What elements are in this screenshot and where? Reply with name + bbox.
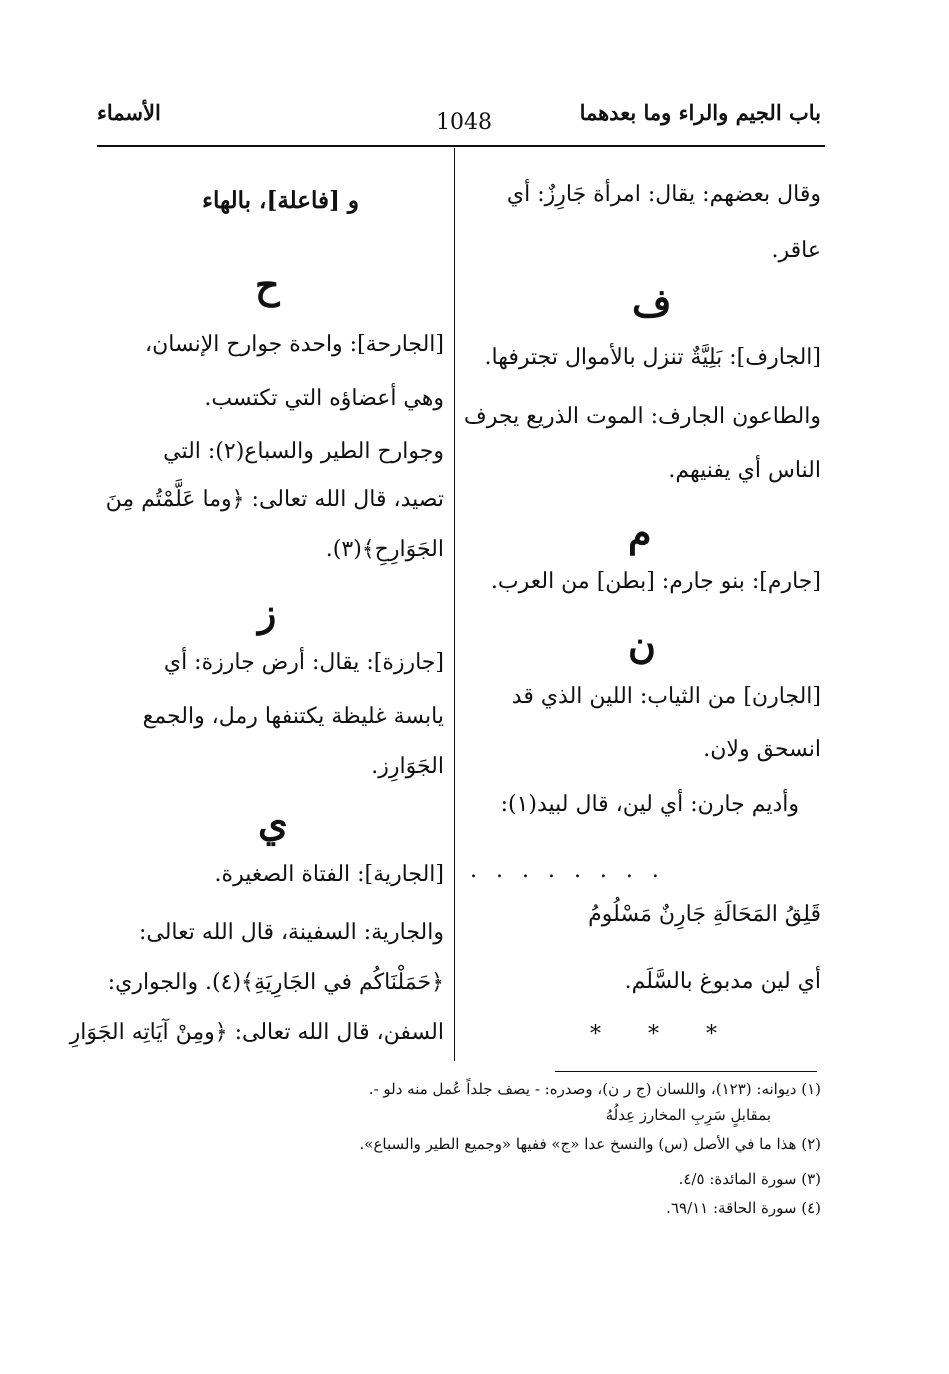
entry-jariha: [الجارحة]: واحدة جوارح الإنسان، (145, 332, 444, 357)
entry-jariya: [الجارية]: الفتاة الصغيرة. (214, 862, 444, 887)
entry-taoun: الناس أي يفنيهم. (668, 458, 821, 483)
letter-heading-fa: ف (632, 280, 672, 325)
letter-heading-zay: ز (258, 590, 277, 635)
entry-jariha: وهي أعضاؤه التي تكتسب. (204, 386, 444, 411)
poetry-verse: قَلِقُ المَحَالَةِ جَارِنٌ مَسْلُومُ (588, 902, 821, 927)
pattern-heading: و [فاعلة]، بالهاء (202, 187, 359, 214)
chapter-title: باب الجيم والراء وما بعدهما (579, 100, 821, 125)
entry-jarin: انسحق ولان. (703, 737, 821, 762)
section-title: الأسماء (97, 100, 161, 125)
verse-ellipsis-left: . . . . . . . . (470, 858, 665, 883)
footnote-1-verse: بمقابلٍ سَرِبِ المخارز عِدلُهُ (605, 1106, 771, 1124)
intro-line: عاقر. (771, 238, 821, 263)
entry-jawarih: الجَوَارِحِ﴾(٣). (325, 537, 444, 562)
entry-jarim: [جارم]: بنو جارم: [بطن] من العرب. (490, 569, 821, 594)
intro-line: وقال بعضهم: يقال: امرأة جَارِزٌ: أي (506, 182, 821, 207)
entry-jariza: [جارزة]: يقال: أرض جارزة: أي (163, 650, 444, 675)
header-rule (97, 145, 825, 147)
page-number: 1048 (436, 110, 492, 135)
entry-adim: وأديم جارن: أي لين، قال لبيد(١): (500, 792, 799, 817)
entry-jarin: [الجارن] من الثياب: اللين الذي قد (511, 684, 821, 709)
letter-heading-ya: ي (258, 800, 288, 845)
footnote-3: (٣) سورة المائدة: ٤/٥. (678, 1170, 821, 1188)
entry-jariza: الجَوَارِز. (371, 754, 444, 779)
letter-heading-nun: ن (628, 622, 656, 667)
entry-jawarih: وجوارح الطير والسباع(٢): التي (163, 439, 444, 464)
entry-jariza: يابسة غليظة يكتنفها رمل، والجمع (142, 704, 444, 729)
entry-safina: السفن، قال الله تعالى: ﴿ومِنْ آيَاتِه الجَوَارِ (69, 1020, 444, 1045)
footnote-4: (٤) سورة الحاقة: ٦٩/١١. (666, 1199, 821, 1217)
section-stars: * * * (590, 1022, 737, 1047)
footnote-1: (١) ديوانه: (١٢٣)، واللسان (ج ر ن)، وصدره: - يصف جلداً عُمل منه دلو -. (368, 1080, 821, 1098)
entry-jawarih: تصيد، قال الله تعالى: ﴿وما عَلَّمْتُم مِنَ (105, 487, 444, 512)
entry-explanation: أي لين مدبوغ بالسَّلَم. (624, 969, 821, 994)
column-divider (454, 148, 455, 1061)
entry-jarif: [الجارف]: بَلِيَّةٌ تنزل بالأموال تجترفها. (484, 345, 821, 370)
entry-safina: والجارية: السفينة، قال الله تعالى: (138, 920, 444, 945)
letter-heading-mim: م (628, 510, 652, 555)
entry-taoun: والطاعون الجارف: الموت الذريع يجرف (463, 404, 821, 429)
entry-safina: ﴿حَمَلْنَاكُم في الجَارِيَةِ﴾(٤). والجواري: (107, 970, 444, 995)
letter-heading-ha: ح (255, 262, 280, 307)
footnote-2: (٢) هذا ما في الأصل (س) والنسخ عدا «ج» ففيها «وجميع الطير والسباع». (359, 1135, 821, 1153)
footnote-rule (555, 1071, 817, 1072)
